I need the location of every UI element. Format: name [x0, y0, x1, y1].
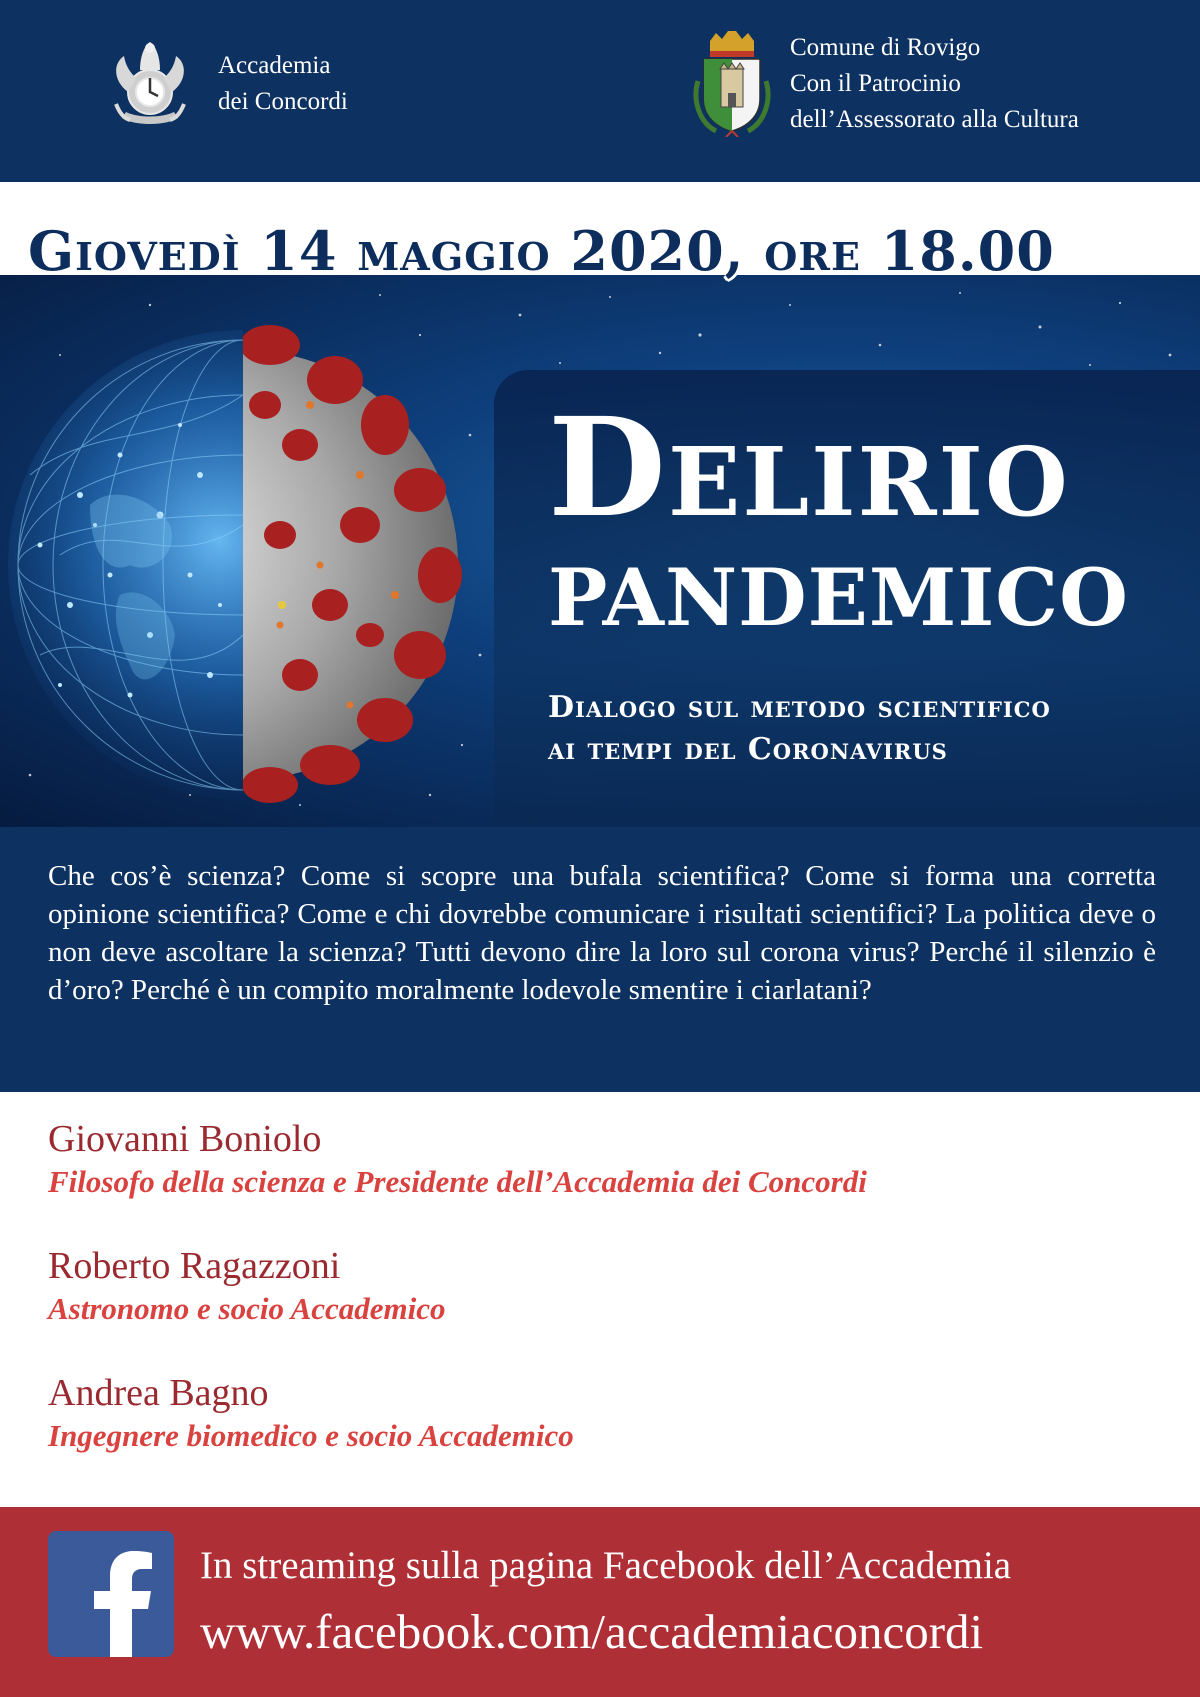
header-band: [0, 0, 1200, 182]
comune-branding: [690, 30, 1079, 138]
speaker-role: Ingegnere biomedico e socio Accademico: [48, 1418, 574, 1453]
event-date-time: Giovedì 14 maggio 2020, ore 18.00: [28, 219, 1055, 283]
accademia-name-line-1: Accademia: [218, 52, 331, 79]
speaker-role: Astronomo e socio Accademico: [48, 1291, 446, 1326]
event-title-line-1: Delirio: [548, 388, 1070, 548]
speaker-item: [48, 1243, 1158, 1370]
facebook-icon[interactable]: [48, 1531, 174, 1657]
speakers-list: [48, 1116, 1158, 1497]
event-subtitle-line-1: Dialogo sul metodo scientifico: [548, 690, 1051, 725]
speaker-role: Filosofo della scienza e Presidente dell’Accademia dei Concordi: [48, 1164, 867, 1199]
speaker-item: [48, 1116, 1158, 1243]
event-title-line-2: PANDEMICO: [548, 551, 1129, 644]
facebook-url-link[interactable]: www.facebook.com/accademiaconcordi: [200, 1604, 984, 1659]
accademia-branding: [100, 34, 348, 134]
rovigo-coat-of-arms-icon: [690, 31, 774, 137]
accademia-emblem-icon: [100, 34, 200, 134]
event-subtitle-line-2: ai tempi del Coronavirus: [548, 732, 948, 767]
speaker-name: Andrea Bagno: [48, 1372, 269, 1414]
comune-patronage: [790, 30, 1079, 138]
accademia-name-line-2: dei Concordi: [218, 88, 348, 115]
comune-line-3: dell’Assessorato alla Cultura: [790, 106, 1079, 133]
speaker-name: Roberto Ragazzoni: [48, 1245, 341, 1287]
comune-line-1: Comune di Rovigo: [790, 34, 981, 61]
description-band: [0, 827, 1200, 1092]
speaker-name: Giovanni Boniolo: [48, 1118, 322, 1160]
event-subtitle: [548, 687, 1051, 771]
footer-band: [0, 1507, 1200, 1697]
streaming-notice: In streaming sulla pagina Facebook dell’Accademia: [200, 1544, 1012, 1587]
comune-line-2: Con il Patrocinio: [790, 70, 961, 97]
accademia-name: [218, 48, 348, 120]
hero-image: [0, 275, 1200, 827]
event-description: Che cos’è scienza? Come si scopre una bufala scientifica? Come si forma una corretta opinione scientifica? Come e chi dovrebbe comunicare i risultati scientifici? La politica deve o non deve ascoltare la scienza? Tutti devono dire la loro sul corona virus? Perché il silenzio è d’oro? Perché è un compito moralmente lodevole smentire i ciarlatani?: [48, 860, 1156, 1006]
speaker-item: [48, 1370, 1158, 1497]
